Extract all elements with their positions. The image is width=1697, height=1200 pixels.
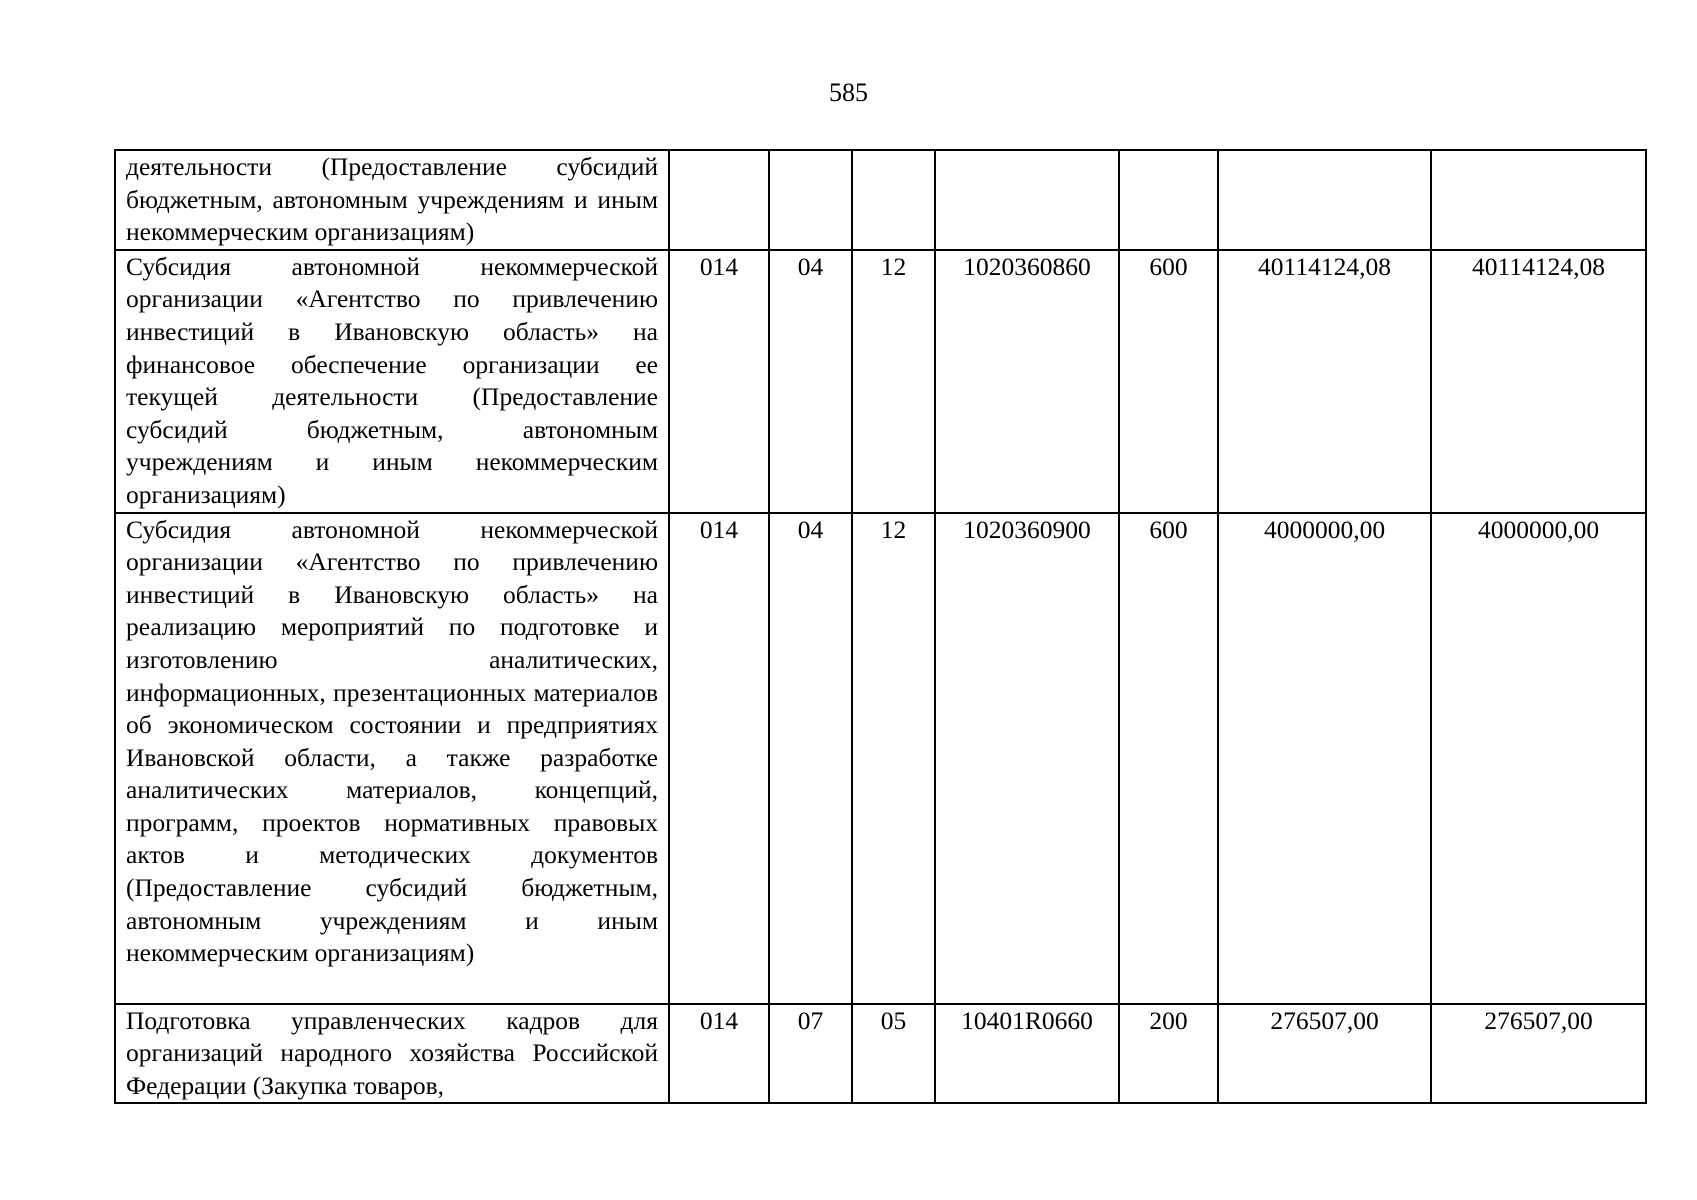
table-row (115, 250, 1646, 513)
sum-2: 4000000,00 (1431, 513, 1646, 1004)
sum-1 (1218, 150, 1431, 250)
sum-1: 276507,00 (1218, 1004, 1431, 1104)
ministry-code: 014 (669, 513, 769, 1004)
page-number: 585 (829, 78, 868, 107)
section-code: 04 (769, 513, 852, 1004)
section-code: 07 (769, 1004, 852, 1104)
sum-2: 276507,00 (1431, 1004, 1646, 1104)
subsection-code: 12 (852, 513, 935, 1004)
sum-2 (1431, 150, 1646, 250)
subsection-code (852, 150, 935, 250)
target-article-code: 10401R0660 (935, 1004, 1119, 1104)
target-article-code (935, 150, 1119, 250)
section-code (769, 150, 852, 250)
row-description: Подготовка управленческих кадров для организаций народного хозяйства Российской Федерации (Закупка товаров, (115, 1004, 669, 1104)
section-code: 04 (769, 250, 852, 513)
expense-type-code: 600 (1119, 250, 1218, 513)
table-row (115, 150, 1646, 250)
subsection-code: 12 (852, 250, 935, 513)
expense-type-code: 600 (1119, 513, 1218, 1004)
expense-type-code: 200 (1119, 1004, 1218, 1104)
row-description: Субсидия автономной некоммерческой организации «Агентство по привлечению инвестиций в Ивановскую область» на реализацию мероприятий по подготовке и изготовлению аналитических, информационных, презентационных материалов об экономическом состоянии и предприятиях Ивановской области, а также разработке аналитических материалов, концепций, программ, проектов нормативных правовых актов и методических документов (Предоставление субсидий бюджетным, автономным учреждениям и иным некоммерческим организациям) (115, 513, 669, 1004)
table-row (115, 1004, 1646, 1104)
sum-1: 4000000,00 (1218, 513, 1431, 1004)
target-article-code: 1020360900 (935, 513, 1119, 1004)
target-article-code: 1020360860 (935, 250, 1119, 513)
expense-type-code (1119, 150, 1218, 250)
subsection-code: 05 (852, 1004, 935, 1104)
table-row (115, 513, 1646, 1004)
sum-2: 40114124,08 (1431, 250, 1646, 513)
ministry-code: 014 (669, 250, 769, 513)
sum-1: 40114124,08 (1218, 250, 1431, 513)
ministry-code (669, 150, 769, 250)
ministry-code: 014 (669, 1004, 769, 1104)
row-description: деятельности (Предоставление субсидий бюджетным, автономным учреждениям и иным некоммерческим организациям) (115, 150, 669, 250)
row-description: Субсидия автономной некоммерческой организации «Агентство по привлечению инвестиций в Ивановскую область» на финансовое обеспечение организации ее текущей деятельности (Предоставление субсидий бюджетным, автономным учреждениям и иным некоммерческим организациям) (115, 250, 669, 513)
budget-table (114, 149, 1647, 1104)
